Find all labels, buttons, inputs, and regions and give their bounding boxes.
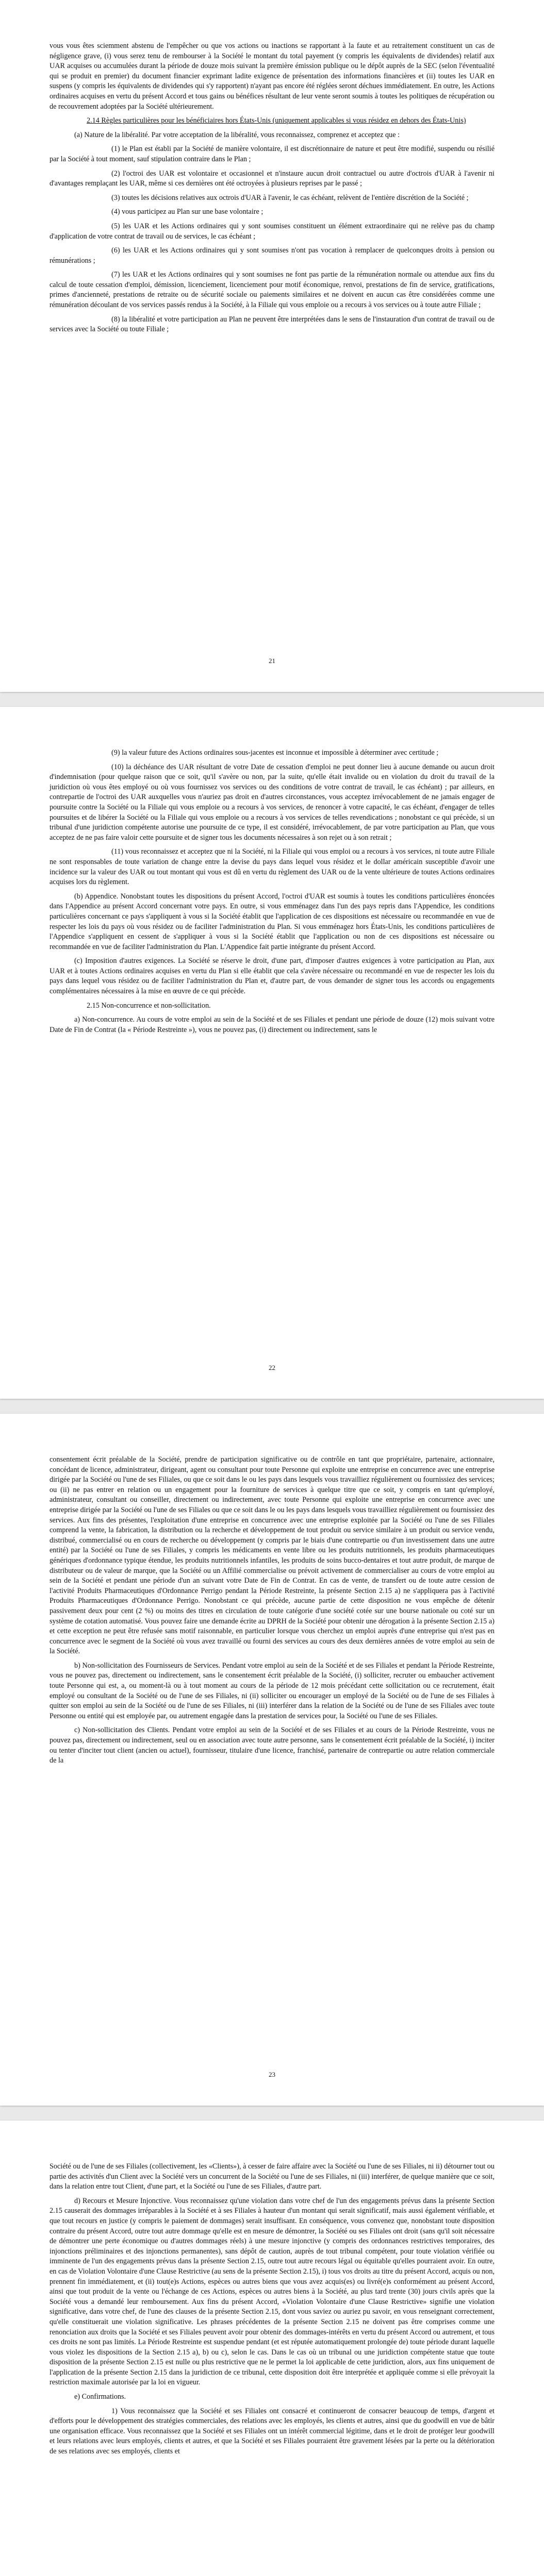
paragraph: d) Recours et Mesure Injonctive. Vous reconnaissez qu'une violation dans votre chef de l'un des engagements prévus dans la présente Section 2.15 causerait des dommages irréparables à la Société et à ses Filiales à hauteur d'un montant qui serait significatif, mais aussi également vérifiable, et que tout recours en justice (y compris le paiement de dommages) serait insuffisant. En conséquence, vous convenez que, nonobstant toute disposition contraire du présent Accord, outre tout autre dommage qu'elle est en mesure de démontrer, la Société ou ses Filiales ont droit (sans qu'il soit nécessaire de démontrer une perte économique ou d'autres dommages réels) à une mesure injonctive (y compris des ordonnances restrictives temporaires, des injonctions préliminaires et des injonctions permanentes), sans dépôt de caution, auprès de tout tribunal compétent, pour toute violation vérifiée ou imminente de l'un des engagements prévus dans la présente Section 2.15, outre tout autre recours légal ou équitable qu'elles pourraient avoir. En outre, en cas de Violation Volontaire d'une Clause Restrictive (au sens de la présente Section 2.15), i) tous vos droits au titre du présent Accord, acquis ou non, prennent fin immédiatement, et (ii) tout(e)s Actions, espèces ou autres biens que vous avez acquis(es) ou livré(e)s conformément au présent Accord, ainsi que tout produit de la vente ou l'échange de ces Actions, espèces ou autres biens à la Société, au plus tard trente (30) jours civils après que la Société vous a demandé leur remboursement. Aux fins du présent Accord, «Violation Volontaire d'une Clause Restrictive» signifie une violation significative, dans votre chef, de l'une des clauses de la présente Section 2.15, dont vous saviez ou auriez pu savoir, en vous renseignant correctement, qu'elle constituerait une violation significative. Les phrases précédentes de la présente Section 2.15 ne doivent pas être comprises comme une renonciation aux droits que la Société et ses Filiales peuvent avoir pour obtenir des dommages-intérêts en vertu du présent Accord ou autrement, et tous ces droits ne sont pas limités. La Période Restreinte est suspendue pendant (et est réputée automatiquement prolongée de) toute période durant laquelle vous violez les dispositions de la Section 2.15 a), b) ou c), selon le cas. Dans le cas où un tribunal ou une juridiction compétente statue que toute disposition de la présente Section 2.15 est nulle ou plus restrictive que ne le permet la loi applicable de cette juridiction, alors, aux fins uniquement de l'application de la présente Section 2.15 dans la juridiction de ce tribunal, cette disposition doit être interprétée et appliquée comme si elle prévoyait la restriction maximale autorisée par la loi en vigueur. [50, 2196, 495, 2387]
list-item: (6) les UAR et les Actions ordinaires qui y sont soumises n'ont pas vocation à remplacer de quelconques droits à pension ou rémunérations ; [50, 246, 494, 265]
page-4 [0, 2121, 544, 2576]
page-2-body [50, 748, 494, 1039]
list-item: (1) le Plan est établi par la Société de manière volontaire, il est discrétionnaire de nature et peut être modifié, suspendu ou résilié par la Société à tout moment, sauf stipulation contraire dans le Plan ; [50, 145, 494, 163]
paragraph: vous vous êtes sciemment abstenu de l'empêcher ou que vos actions ou inactions se rapportant à la faute et au retraitement constituent un cas de négligence grave, (i) vous serez tenu de rembourser à la Société le montant du total payement (y compris les équivalents de dividendes) relatif aux UAR acquises ou accumulées durant la période de douze mois suivant la première émission publique ou le dépôt auprès de la SEC (selon l'éventualité qui se produit en premier) du document financier exprimant ladite exigence de présentation des informations financières et (ii) toutes les UAR en suspens (y compris les équivalents de dividendes qui s'y rapportent) n'ayant pas encore été réglées seront déchues immédiatement. En outre, les Actions ordinaires acquises en vertu du présent Accord et tous gains ou bénéfices résultant de leur vente seront soumis à toutes les politiques de récupération ou de recouvrement adoptées par la Société ultérieurement. [50, 42, 494, 111]
page-1-body [50, 41, 494, 339]
paragraph: b) Non-sollicitation des Fournisseurs de Services. Pendant votre emploi au sein de la Société et de ses Filiales et pendant la Période Restreinte, vous ne pouvez pas, directement ou indirectement, sans le consentement écrit préalable de la Société, (i) solliciter, recruter ou embaucher activement toute Personne qui est, a, ou moment-là ou à tout moment au cours de la période de 12 mois précédant cette sollicitation ou ce recrutement, était employé ou consultant de la Société ou de l'une de ses Filiales, ni (ii) solliciter ou encourager un employé de la Société ou de l'une de ses Filiales à quitter son emploi au sein de la Société ou de l'une de ses Filiales, ni (iii) interférer dans la relation de la Société ou de l'une de ses Filiales avec toute Personne ou entité qui est employée par, ou autrement engagée dans la prestation de services pour, la Société ou l'une de ses Filiales. [50, 1661, 494, 1720]
list-item: (10) la déchéance des UAR résultant de votre Date de cessation d'emploi ne peut donner lieu à aucune demande ou aucun droit d'indemnisation (pour quelque raison que ce soit, qu'il s'avère ou non, par la suite, qu'elle était invalide ou en violation du droit du travail de la juridiction où vous êtes employé ou où vous fournissez vos services ou des conditions de votre contrat de travail, le cas échéant) ; par ailleurs, en contrepartie de l'octroi des UAR auxquelles vous n'auriez pas droit en d'autres circonstances, vous acceptez irrévocablement de ne jamais engager de poursuite contre la Société ou la Filiale qui vous emploie ou a recours à vos services, de renoncer à votre capacité, le cas échéant, d'engager de telles poursuites et de libérer la Société ou la Filiale qui vous emploie ou a recours à vos services de telles revendications ; nonobstant ce qui précède, si un tribunal d'une juridiction compétente autorise une poursuite de ce type, il est considéré, irrévocablement, de par votre participation au Plan, que vous acceptez de ne pas faire valoir cette poursuite et de signer tous les documents nécessaires à son rejet ou à son retrait ; [50, 762, 494, 842]
page-3-body [50, 1455, 494, 1770]
paragraph: consentement écrit préalable de la Société, prendre de participation significative ou de contrôle en tant que propriétaire, partenaire, actionnaire, concédant de licence, administrateur, dirigeant, agent ou consultant pour toute Personne qui exploite une entreprise en concurrence avec une entreprise dirigée par la Société ou l'une de ses Filiales, ou que ce soit dans le ou les pays dans lesquels vous travailliez régulièrement ou fournissiez des services; ou (ii) ne pas entrer en relation ou un engagement pour la fourniture de services à quelque titre que ce soit, y compris en tant qu'employé, administrateur, consultant ou conseiller, directement ou indirectement, avec toute Personne qui exploite une entreprise en concurrence avec une entreprise dirigée par la Société ou l'une de ses Filiales ou que ce soit dans le ou les pays dans lesquels vous travailliez régulièrement ou fournissiez des services. Aux fins des présentes, l'exploitation d'une entreprise en concurrence avec une entreprise exploitée par la Société ou l'une de ses Filiales comprend la vente, la fabrication, la distribution ou la recherche et développement de tout produit ou service similaire à un produit ou service vendu, distribué, commercialisé ou en cours de recherche ou développement (y compris par le biais d'une contrepartie ou d'un investissement dans une autre entité) par la Société ou l'une de ses Filiales, y compris les médicaments en vente libre ou les produits nutritionnels, les produits pharmaceutiques génériques d'ordonnance typique étendue, les produits nutritionnels infantiles, les produits de soins bucco-dentaires et tout autre produit, de marque de distributeur ou de valeur de marque, que la Société ou un Affilié commercialise ou prévoit activement de commercialiser au cours de votre emploi au sein de la Société et pendant une période d'un an suivant votre Date de Fin de Contrat. En cas de vente, de transfert ou de toute autre cession de l'activité Produits Pharmaceutiques d'Ordonnance Perrigo pendant la Période Restreinte, la présente Section 2.15 a) ne s'appliquera pas à l'activité Produits Pharmaceutiques d'Ordonnance Perrigo. Nonobstant ce qui précède, aucune partie de cette disposition ne vous empêche de détenir passivement deux pour cent (2 %) ou moins des titres en circulation de toute catégorie d'une société cotée sur une bourse nationale ou coté sur un système de cotation automatisé. Vous pouvez faire une demande écrite au DPRH de la Société pour obtenir une dérogation à la présente Section 2.15 a) et cette exception ne peut être refusée sans motif raisonnable, en particulier lorsque vous cherchez un emploi auprès d'une entreprise qui n'est pas en concurrence avec le segment de la Société où vous avez travaillé ou fourni des services au cours des deux dernières années de votre emploi au sein de la Société. [50, 1455, 494, 1656]
paragraph: a) Non-concurrence. Au cours de votre emploi au sein de la Société et de ses Filiales et pendant une période de douze (12) mois suivant votre Date de Fin de Contrat (la « Période Restreinte »), vous ne pouvez pas, (i) directement ou indirectement, sans le [50, 1015, 494, 1034]
list-item: (3) toutes les décisions relatives aux octrois d'UAR à l'avenir, le cas échéant, relèvent de l'entière discrétion de la Société ; [111, 193, 469, 202]
list-item: (2) l'octroi des UAR est volontaire et occasionnel et n'instaure aucun droit contractuel ou autre d'octrois d'UAR à l'avenir ni d'avantages remplaçant les UAR, même si ces dernières ont été octroyées à plusieurs reprises par le passé ; [50, 169, 494, 188]
paragraph: (b) Appendice. Nonobstant toutes les dispositions du présent Accord, l'octroi d'UAR est soumis à toutes les conditions particulières énoncées dans l'Appendice au présent Accord concernant votre pays. En outre, si vous emménagez dans l'un des pays repris dans l'Appendice, les conditions particulières concernant ce pays s'appliquent à vous si la Société établit que l'application de ces dispositions est nécessaire ou recommandée en vue de respecter les lois du pays où vous résidez ou de faciliter l'administration du Plan. Si vous emménagez hors États-Unis, les conditions particulières de l'Appendice s'appliquent en cessent de s'appliquer à vous si la Société établit que l'application ou non de ces dispositions est nécessaire ou recommandée en vue de faciliter l'administration du Plan. L'Appendice fait partie intégrante du présent Accord. [50, 892, 494, 951]
list-item: (8) la libéralité et votre participation au Plan ne peuvent être interprétées dans le sens de l'instauration d'un contrat de travail ou de services avec la Société ou toute Filiale ; [50, 315, 494, 334]
list-item: (11) vous reconnaissez et acceptez que ni la Société, ni la Filiale qui vous emploi ou a recours à vos services, ni toute autre Filiale ne sont responsables de toute variation de change entre la devise du pays dans lequel vous résidez et le dollar américain susceptible d'avoir une incidence sur la valeur des UAR ou tout montant qui vous est dû en vertu du règlement des UAR ou de la vente ultérieure de toutes Actions ordinaires acquises lors du règlement. [50, 848, 494, 887]
page-2 [0, 707, 544, 1399]
page-1 [0, 0, 544, 692]
section-heading: 2.14 Règles particulières pour les bénéficiaires hors États-Unis (uniquement applicables si vous résidez en dehors des États-Unis) [87, 116, 466, 125]
list-item: (9) la valeur future des Actions ordinaires sous-jacentes est inconnue et impossible à déterminer avec certitude ; [111, 749, 439, 757]
list-item: (7) les UAR et les Actions ordinaires qui y sont soumises ne font pas partie de la rémunération normale ou attendue aux fins du calcul de toute cessation d'emploi, démission, licenciement, licenciement pour motif économique, renvoi, prestations de fin de service, gratifications, primes d'ancienneté, prestations de retraite ou de sécurité sociale ou paiements similaires et ne doivent en aucun cas être considérées comme une rémunération découlant de vos services passés rendus à la Société, à la Filiale qui vous emploie ou a recours à vos services ou à toute autre Filiale ; [50, 270, 494, 310]
paragraph: e) Confirmations. [74, 2393, 126, 2401]
section-heading: 2.15 Non-concurrence et non-sollicitation. [87, 1001, 211, 1010]
page-number: 21 [269, 657, 275, 665]
list-item: (5) les UAR et les Actions ordinaires qui y sont soumises constituent un élément extraordinaire qui ne relève pas du champ d'application de votre contrat de travail ou de services, le cas échéant ; [50, 222, 494, 241]
list-item: 1) Vous reconnaissez que la Société et ses Filiales ont consacré et continueront de consacrer beaucoup de temps, d'argent et d'efforts pour le développement des stratégies commerciales, des relations avec les employés, les clients et autres, ainsi que du goodwill en vue de bâtir une organisation efficace. Vous reconnaissez que la Société et ses Filiales ont un intérêt commercial légitime, dans et le droit de protéger leur goodwill et leurs relations avec leurs employés, clients et autres, et que la Société et ses Filiales pourraient être gravement lésées par la perte ou la détérioration de ses relations avec ses employés, clients et [50, 2406, 494, 2456]
paragraph: (c) Imposition d'autres exigences. La Société se réserve le droit, d'une part, d'imposer d'autres exigences à votre participation au Plan, aux UAR et à toutes Actions ordinaires acquises en vertu du Plan si elle établit que cela s'avère nécessaire ou recommandé en vue de respecter les lois du pays dans lequel vous résidez ou de faciliter l'administration du Plan et, d'autre part, de vous demander de signer tous les accords ou engagements complémentaires nécessaires à la mise en œuvre de ce qui précède. [50, 957, 494, 996]
page-4-body [50, 2162, 494, 2461]
paragraph: c) Non-sollicitation des Clients. Pendant votre emploi au sein de la Société et de ses Filiales et au cours de la Période Restreinte, vous ne pouvez pas, directement ou indirectement, seul ou en association avec toute autre personne, sans le consentement écrit préalable de la Société, i) inciter ou tenter d'inciter tout client (ancien ou actuel), fournisseur, titulaire d'une licence, franchisé, partenaire de contrepartie ou autre relation commerciale de la [50, 1726, 494, 1765]
paragraph: Société ou de l'une de ses Filiales (collectivement, les «Clients»), à cesser de faire affaire avec la Société ou l'une de ses Filiales, ni ii) détourner tout ou partie des activités d'un Client avec la Société vers un concurrent de la Société ou l'une de ses Filiales, ni (iii) interférer, de quelque manière que ce soit, dans la relation entre tout Client, d'une part, et la Société ou l'une de ses Filiales, d'autre part. [50, 2162, 494, 2191]
list-item: (4) vous participez au Plan sur une base volontaire ; [111, 208, 263, 216]
page-number: 23 [269, 2071, 275, 2078]
page-3 [0, 1414, 544, 2106]
paragraph: (a) Nature de la libéralité. Par votre acceptation de la libéralité, vous reconnaissez, comprenez et acceptez que : [74, 130, 400, 139]
page-number: 22 [269, 1364, 275, 1371]
